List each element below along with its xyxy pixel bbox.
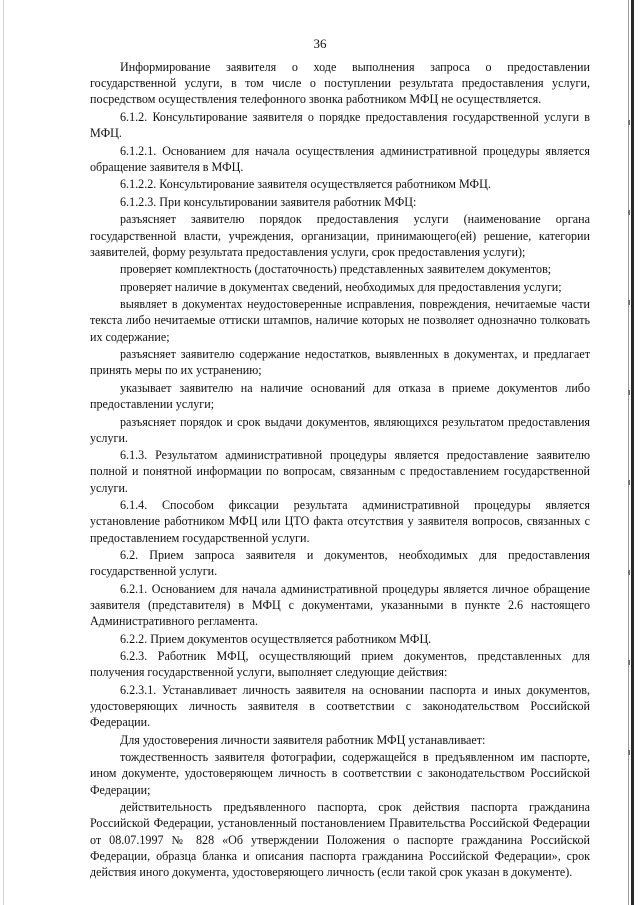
paragraph-6-1-2: 6.1.2. Консультирование заявителя о порядке предоставления государственной услуги в МФЦ. xyxy=(90,109,590,141)
page-number: 36 xyxy=(313,36,327,51)
paragraph-detects-corrections: выявляет в документах неудостоверенные исправления, повреждения, нечитаемые части текста либо нечитаемые оттиски штампов, наличие которых не позволяет однозначно толковать их содержание; xyxy=(90,297,590,344)
paragraph-identity-photo: тождественность заявителя фотографии, содержащейся в предъявленном им паспорте, ином документе, удостоверяющем личность в соответствии с законодательством Российской Федерации; xyxy=(90,750,590,797)
paragraph-6-1-2-1: 6.1.2.1. Основанием для начала осуществления административной процедуры является обращение заявителя в МФЦ. xyxy=(90,143,590,174)
paragraph-checks-completeness: проверяет комплектность (достаточность) представленных заявителем документов; xyxy=(120,262,552,277)
paragraph-passport-validity: действительность предъявленного паспорта, срок действия паспорта гражданина Российской Федерации, установленный постановлением Правительства Российской Федерации от 08.07.1997 № 828 «Об утверждении Положения о паспорте гражданина Российской Федерации, образца бланка и описания паспорта гражданина Российской Федерации», срок действия иного документа, удостоверяющего личность (если такой срок указан в документе). xyxy=(90,800,590,879)
paragraph-6-2-3-1: 6.2.3.1. Устанавливает личность заявителя на основании паспорта и иных документов, удостоверяющих личность заявителя в соответствии с законодательством Российской Федерации. xyxy=(90,682,590,730)
scan-edge-right xyxy=(628,0,638,905)
paragraph-explains-deficiencies: разъясняет заявителю содержание недостатков, выявленных в документах, и предлагает принять меры по их устранению; xyxy=(90,347,590,378)
paragraph-explains-procedure: разъясняет заявителю порядок предоставления услуги (наименование органа государственной власти, учреждения, организации, принимающего(ей) решение, категории заявителей, форму результата предоставления услуги, срок предоставления услуги); xyxy=(90,212,590,259)
paragraph-6-1-2-2: 6.1.2.2. Консультирование заявителя осуществляется работником МФЦ. xyxy=(120,177,491,192)
paragraph-6-1-2-3: 6.1.2.3. При консультировании заявителя работник МФЦ: xyxy=(120,194,417,209)
scan-edge-left xyxy=(3,0,4,905)
paragraph-6-2-1: 6.2.1. Основанием для начала административной процедуры является личное обращение заявителя (представителя) в МФЦ с документами, указанными в пункте 2.6 настоящего Административного регламента. xyxy=(90,581,590,629)
paragraph-informing: Информирование заявителя о ходе выполнения запроса о предоставлении государственной услуги, в том числе о поступлении результата предоставления услуги, посредством осуществления телефонного звонка работником МФЦ не осуществляется. xyxy=(90,60,590,107)
paragraph-refusal-grounds: указывает заявителю на наличие оснований для отказа в приеме документов либо предоставлении услуги; xyxy=(90,380,590,412)
paragraph-issue-procedure: разъясняет порядок и срок выдачи документов, являющихся результатом предоставления услуги. xyxy=(90,414,590,445)
paragraph-identity-check: Для удостоверения личности заявителя работник МФЦ устанавливает: xyxy=(120,732,486,747)
document-body xyxy=(90,59,590,881)
paragraph-6-1-4: 6.1.4. Способом фиксации результата административной процедуры является установление работником МФЦ или ЦТО факта отсутствия у заявителя вопросов, связанных с предоставлением государственной услуги. xyxy=(90,498,590,545)
paragraph-6-2: 6.2. Прием запроса заявителя и документов, необходимых для предоставления государственной услуги. xyxy=(90,548,590,579)
paragraph-6-2-3: 6.2.3. Работник МФЦ, осуществляющий прием документов, представленных для получения государственной услуги, выполняет следующие действия: xyxy=(90,649,590,680)
paragraph-6-2-2: 6.2.2. Прием документов осуществляется работником МФЦ. xyxy=(120,631,432,646)
paragraph-6-1-3: 6.1.3. Результатом административной процедуры является предоставление заявителю полной и понятной информации по вопросам, связанным с предоставлением государственной услуги. xyxy=(90,448,590,495)
paragraph-checks-information: проверяет наличие в документах сведений, необходимых для предоставления услуги; xyxy=(120,279,562,294)
